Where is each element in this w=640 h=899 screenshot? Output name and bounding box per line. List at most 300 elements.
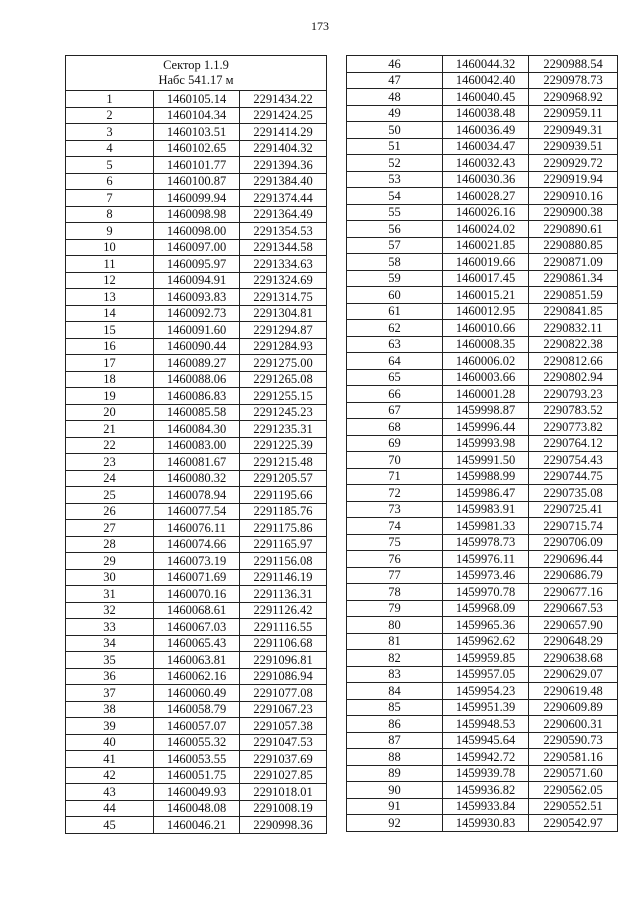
table-row (66, 718, 327, 735)
table-row (347, 567, 618, 584)
coordinate-x: 1460076.11 (154, 520, 240, 537)
point-number: 81 (347, 633, 443, 650)
table-row (66, 685, 327, 702)
coordinate-y: 2291205.57 (240, 470, 327, 487)
table-row (66, 503, 327, 520)
point-number: 66 (347, 386, 443, 403)
point-number: 15 (66, 322, 154, 339)
table-row (66, 107, 327, 124)
coordinate-y: 2291086.94 (240, 668, 327, 685)
coordinate-y: 2290619.48 (529, 683, 618, 700)
point-number: 26 (66, 503, 154, 520)
point-number: 43 (66, 784, 154, 801)
point-number: 8 (66, 206, 154, 223)
point-number: 63 (347, 336, 443, 353)
coordinate-y: 2291284.93 (240, 338, 327, 355)
point-number: 6 (66, 173, 154, 190)
coordinate-y: 2290552.51 (529, 798, 618, 815)
coordinate-x: 1460001.28 (443, 386, 529, 403)
coordinate-y: 2290959.11 (529, 105, 618, 122)
table-row (347, 171, 618, 188)
point-number: 85 (347, 699, 443, 716)
point-number: 80 (347, 617, 443, 634)
coordinate-y: 2290696.44 (529, 551, 618, 568)
table-row (66, 454, 327, 471)
coordinate-y: 2291106.68 (240, 635, 327, 652)
point-number: 30 (66, 569, 154, 586)
coordinate-y: 2290939.51 (529, 138, 618, 155)
point-number: 38 (66, 701, 154, 718)
table-row (347, 633, 618, 650)
point-number: 21 (66, 421, 154, 438)
table-row (66, 701, 327, 718)
point-number: 4 (66, 140, 154, 157)
coordinate-x: 1459945.64 (443, 732, 529, 749)
coordinate-x: 1460074.66 (154, 536, 240, 553)
coordinate-x: 1460084.30 (154, 421, 240, 438)
coordinate-y: 2290783.52 (529, 402, 618, 419)
point-number: 84 (347, 683, 443, 700)
point-number: 32 (66, 602, 154, 619)
table-row (66, 322, 327, 339)
table-row (347, 435, 618, 452)
point-number: 88 (347, 749, 443, 766)
table-row (66, 289, 327, 306)
point-number: 16 (66, 338, 154, 355)
table-row (347, 155, 618, 172)
point-number: 7 (66, 190, 154, 207)
sector-header-row (66, 56, 327, 91)
coordinate-y: 2291195.66 (240, 487, 327, 504)
coordinate-y: 2291067.23 (240, 701, 327, 718)
point-number: 23 (66, 454, 154, 471)
coordinate-x: 1459965.36 (443, 617, 529, 634)
table-row (66, 206, 327, 223)
table-row (66, 421, 327, 438)
coordinate-x: 1460092.73 (154, 305, 240, 322)
point-number: 42 (66, 767, 154, 784)
point-number: 25 (66, 487, 154, 504)
table-row (66, 602, 327, 619)
coordinate-x: 1460067.03 (154, 619, 240, 636)
coordinate-y: 2291156.08 (240, 553, 327, 570)
table-row (347, 798, 618, 815)
coordinate-x: 1460017.45 (443, 270, 529, 287)
table-row (347, 138, 618, 155)
table-row (66, 652, 327, 669)
point-number: 35 (66, 652, 154, 669)
table-row (66, 734, 327, 751)
coordinate-x: 1459973.46 (443, 567, 529, 584)
table-row (347, 221, 618, 238)
table-row (66, 553, 327, 570)
coordinate-x: 1460098.98 (154, 206, 240, 223)
coordinate-y: 2291116.55 (240, 619, 327, 636)
point-number: 76 (347, 551, 443, 568)
coordinate-x: 1460032.43 (443, 155, 529, 172)
coordinate-x: 1460051.75 (154, 767, 240, 784)
table-row (347, 122, 618, 139)
table-row (347, 270, 618, 287)
table-row (347, 72, 618, 89)
table-row (347, 765, 618, 782)
coordinate-y: 2290609.89 (529, 699, 618, 716)
point-number: 50 (347, 122, 443, 139)
coordinate-x: 1459951.39 (443, 699, 529, 716)
table-row (347, 188, 618, 205)
coordinate-y: 2290949.31 (529, 122, 618, 139)
coordinate-y: 2291096.81 (240, 652, 327, 669)
point-number: 31 (66, 586, 154, 603)
table-row (347, 699, 618, 716)
point-number: 67 (347, 402, 443, 419)
coordinate-x: 1460010.66 (443, 320, 529, 337)
coordinate-y: 2290851.59 (529, 287, 618, 304)
point-number: 74 (347, 518, 443, 535)
coordinate-y: 2291384.40 (240, 173, 327, 190)
point-number: 60 (347, 287, 443, 304)
table-row (347, 386, 618, 403)
coordinate-x: 1459962.62 (443, 633, 529, 650)
point-number: 69 (347, 435, 443, 452)
coordinate-y: 2291008.19 (240, 800, 327, 817)
table-row (347, 518, 618, 535)
coordinate-x: 1459942.72 (443, 749, 529, 766)
coordinate-y: 2291077.08 (240, 685, 327, 702)
sector-title: Сектор 1.1.9 (163, 58, 229, 72)
table-row (347, 402, 618, 419)
coordinate-x: 1459991.50 (443, 452, 529, 469)
coordinate-x: 1460083.00 (154, 437, 240, 454)
coordinate-x: 1460042.40 (443, 72, 529, 89)
point-number: 58 (347, 254, 443, 271)
point-number: 46 (347, 56, 443, 73)
point-number: 90 (347, 782, 443, 799)
table-row (66, 536, 327, 553)
coordinate-x: 1460080.32 (154, 470, 240, 487)
table-row (347, 353, 618, 370)
coordinate-x: 1460038.48 (443, 105, 529, 122)
table-row (347, 419, 618, 436)
table-row (347, 468, 618, 485)
point-number: 70 (347, 452, 443, 469)
coordinate-y: 2291235.31 (240, 421, 327, 438)
coordinate-y: 2290802.94 (529, 369, 618, 386)
coordinate-x: 1460105.14 (154, 91, 240, 108)
coordinate-x: 1459959.85 (443, 650, 529, 667)
coordinate-x: 1460070.16 (154, 586, 240, 603)
sector-height: Набс 541.17 м (158, 73, 234, 87)
point-number: 59 (347, 270, 443, 287)
table-row (66, 124, 327, 141)
table-row (66, 223, 327, 240)
coordinate-y: 2291294.87 (240, 322, 327, 339)
coordinate-y: 2291126.42 (240, 602, 327, 619)
coordinate-x: 1460053.55 (154, 751, 240, 768)
coordinate-y: 2290686.79 (529, 567, 618, 584)
point-number: 86 (347, 716, 443, 733)
coordinate-y: 2290841.85 (529, 303, 618, 320)
coordinate-x: 1460055.32 (154, 734, 240, 751)
coordinate-x: 1460015.21 (443, 287, 529, 304)
coordinate-y: 2290754.43 (529, 452, 618, 469)
coordinate-y: 2290832.11 (529, 320, 618, 337)
coordinate-y: 2290929.72 (529, 155, 618, 172)
coordinate-y: 2290968.92 (529, 89, 618, 106)
coordinate-y: 2291275.00 (240, 355, 327, 372)
coordinate-x: 1460093.83 (154, 289, 240, 306)
table-row (66, 239, 327, 256)
point-number: 14 (66, 305, 154, 322)
point-number: 73 (347, 501, 443, 518)
point-number: 78 (347, 584, 443, 601)
point-number: 77 (347, 567, 443, 584)
coordinate-y: 2290861.34 (529, 270, 618, 287)
coordinate-y: 2291175.86 (240, 520, 327, 537)
table-row (66, 470, 327, 487)
coordinate-y: 2290600.31 (529, 716, 618, 733)
table-row (66, 190, 327, 207)
point-number: 91 (347, 798, 443, 815)
coordinate-x: 1459936.82 (443, 782, 529, 799)
coordinate-x: 1460073.19 (154, 553, 240, 570)
coordinate-x: 1460098.00 (154, 223, 240, 240)
point-number: 65 (347, 369, 443, 386)
coordinate-x: 1460077.54 (154, 503, 240, 520)
table-row (66, 272, 327, 289)
table-row (347, 617, 618, 634)
table-row (347, 237, 618, 254)
coordinate-x: 1459957.05 (443, 666, 529, 683)
table-row (347, 600, 618, 617)
point-number: 28 (66, 536, 154, 553)
coordinate-x: 1460086.83 (154, 388, 240, 405)
table-row (347, 650, 618, 667)
coordinate-x: 1460099.94 (154, 190, 240, 207)
point-number: 82 (347, 650, 443, 667)
table-row (66, 388, 327, 405)
table-row (347, 666, 618, 683)
coordinate-x: 1460030.36 (443, 171, 529, 188)
table-row (347, 287, 618, 304)
table-row (66, 800, 327, 817)
point-number: 5 (66, 157, 154, 174)
coordinate-x: 1460063.81 (154, 652, 240, 669)
coordinate-x: 1460028.27 (443, 188, 529, 205)
table-row (66, 355, 327, 372)
point-number: 18 (66, 371, 154, 388)
coordinate-y: 2290725.41 (529, 501, 618, 518)
table-row (66, 569, 327, 586)
coordinate-x: 1459954.23 (443, 683, 529, 700)
coordinate-x: 1459930.83 (443, 815, 529, 832)
coordinate-x: 1460048.08 (154, 800, 240, 817)
coordinate-y: 2291185.76 (240, 503, 327, 520)
coordinate-x: 1459988.99 (443, 468, 529, 485)
point-number: 17 (66, 355, 154, 372)
point-number: 27 (66, 520, 154, 537)
coordinate-x: 1460101.77 (154, 157, 240, 174)
sector-header (66, 56, 327, 91)
point-number: 24 (66, 470, 154, 487)
coordinate-x: 1460100.87 (154, 173, 240, 190)
coordinate-x: 1460044.32 (443, 56, 529, 73)
point-number: 9 (66, 223, 154, 240)
coordinate-y: 2290706.09 (529, 534, 618, 551)
coordinate-y: 2290910.16 (529, 188, 618, 205)
coordinate-x: 1459939.78 (443, 765, 529, 782)
coordinate-x: 1460060.49 (154, 685, 240, 702)
coordinate-y: 2291354.53 (240, 223, 327, 240)
point-number: 3 (66, 124, 154, 141)
coordinates-table-right (346, 55, 618, 832)
coordinate-y: 2291334.63 (240, 256, 327, 273)
table-row (66, 751, 327, 768)
coordinate-y: 2290571.60 (529, 765, 618, 782)
coordinate-x: 1460062.16 (154, 668, 240, 685)
table-row (66, 338, 327, 355)
table-row (66, 256, 327, 273)
coordinate-y: 2290715.74 (529, 518, 618, 535)
point-number: 10 (66, 239, 154, 256)
coordinate-y: 2291136.31 (240, 586, 327, 603)
table-row (347, 782, 618, 799)
coordinate-y: 2291314.75 (240, 289, 327, 306)
coordinate-y: 2291265.08 (240, 371, 327, 388)
coordinate-y: 2290562.05 (529, 782, 618, 799)
coordinate-x: 1460081.67 (154, 454, 240, 471)
coordinate-x: 1459981.33 (443, 518, 529, 535)
coordinate-y: 2290890.61 (529, 221, 618, 238)
coordinate-y: 2291424.25 (240, 107, 327, 124)
coordinate-y: 2291414.29 (240, 124, 327, 141)
table-row (347, 501, 618, 518)
table-row (66, 619, 327, 636)
coordinate-y: 2290581.16 (529, 749, 618, 766)
point-number: 29 (66, 553, 154, 570)
point-number: 52 (347, 155, 443, 172)
coordinate-y: 2290880.85 (529, 237, 618, 254)
point-number: 68 (347, 419, 443, 436)
coordinate-x: 1460102.65 (154, 140, 240, 157)
table-row (66, 635, 327, 652)
table-row (66, 91, 327, 108)
table-row (347, 89, 618, 106)
coordinate-y: 2291225.39 (240, 437, 327, 454)
coordinate-x: 1459993.98 (443, 435, 529, 452)
coordinate-y: 2291215.48 (240, 454, 327, 471)
coordinate-x: 1460019.66 (443, 254, 529, 271)
coordinate-y: 2290677.16 (529, 584, 618, 601)
table-row (66, 157, 327, 174)
coordinate-y: 2290764.12 (529, 435, 618, 452)
coordinate-y: 2290638.68 (529, 650, 618, 667)
coordinate-y: 2290542.97 (529, 815, 618, 832)
coordinate-x: 1460036.49 (443, 122, 529, 139)
coordinate-x: 1460104.34 (154, 107, 240, 124)
coordinate-x: 1460090.44 (154, 338, 240, 355)
point-number: 37 (66, 685, 154, 702)
coordinate-x: 1459970.78 (443, 584, 529, 601)
coordinate-x: 1460046.21 (154, 817, 240, 834)
coordinate-x: 1460003.66 (443, 369, 529, 386)
table-row (66, 140, 327, 157)
table-row (347, 485, 618, 502)
point-number: 44 (66, 800, 154, 817)
coordinate-x: 1460008.35 (443, 336, 529, 353)
table-row (347, 336, 618, 353)
table-row (347, 204, 618, 221)
coordinate-x: 1459978.73 (443, 534, 529, 551)
point-number: 11 (66, 256, 154, 273)
coordinate-y: 2290657.90 (529, 617, 618, 634)
coordinate-x: 1459933.84 (443, 798, 529, 815)
point-number: 1 (66, 91, 154, 108)
table-row (347, 534, 618, 551)
point-number: 71 (347, 468, 443, 485)
coordinate-y: 2290590.73 (529, 732, 618, 749)
coordinate-x: 1460057.07 (154, 718, 240, 735)
coordinate-y: 2291018.01 (240, 784, 327, 801)
coordinate-x: 1459968.09 (443, 600, 529, 617)
coordinate-y: 2290978.73 (529, 72, 618, 89)
coordinate-y: 2291304.81 (240, 305, 327, 322)
coordinate-y: 2291245.23 (240, 404, 327, 421)
coordinate-y: 2291324.69 (240, 272, 327, 289)
coordinate-y: 2291047.53 (240, 734, 327, 751)
page-number: 173 (311, 19, 329, 33)
point-number: 12 (66, 272, 154, 289)
point-number: 40 (66, 734, 154, 751)
point-number: 53 (347, 171, 443, 188)
coordinate-y: 2291374.44 (240, 190, 327, 207)
coordinate-x: 1460097.00 (154, 239, 240, 256)
coordinate-y: 2290812.66 (529, 353, 618, 370)
table-row (66, 371, 327, 388)
table-row (347, 369, 618, 386)
coordinate-y: 2290793.23 (529, 386, 618, 403)
coordinate-y: 2290919.94 (529, 171, 618, 188)
point-number: 56 (347, 221, 443, 238)
table-row (347, 551, 618, 568)
point-number: 72 (347, 485, 443, 502)
coordinate-y: 2291165.97 (240, 536, 327, 553)
point-number: 33 (66, 619, 154, 636)
coordinate-x: 1460040.45 (443, 89, 529, 106)
coordinate-x: 1460078.94 (154, 487, 240, 504)
coordinate-x: 1460065.43 (154, 635, 240, 652)
point-number: 20 (66, 404, 154, 421)
table-row (66, 404, 327, 421)
point-number: 48 (347, 89, 443, 106)
table-row (347, 683, 618, 700)
coordinate-x: 1460068.61 (154, 602, 240, 619)
point-number: 47 (347, 72, 443, 89)
point-number: 2 (66, 107, 154, 124)
point-number: 64 (347, 353, 443, 370)
coordinate-x: 1460089.27 (154, 355, 240, 372)
table-row (66, 305, 327, 322)
coordinate-x: 1460094.91 (154, 272, 240, 289)
coordinate-x: 1459976.11 (443, 551, 529, 568)
table-row (347, 716, 618, 733)
coordinate-x: 1460012.95 (443, 303, 529, 320)
coordinate-x: 1460071.69 (154, 569, 240, 586)
coordinate-x: 1460085.58 (154, 404, 240, 421)
coordinate-x: 1460088.06 (154, 371, 240, 388)
coordinate-y: 2290822.38 (529, 336, 618, 353)
point-number: 57 (347, 237, 443, 254)
